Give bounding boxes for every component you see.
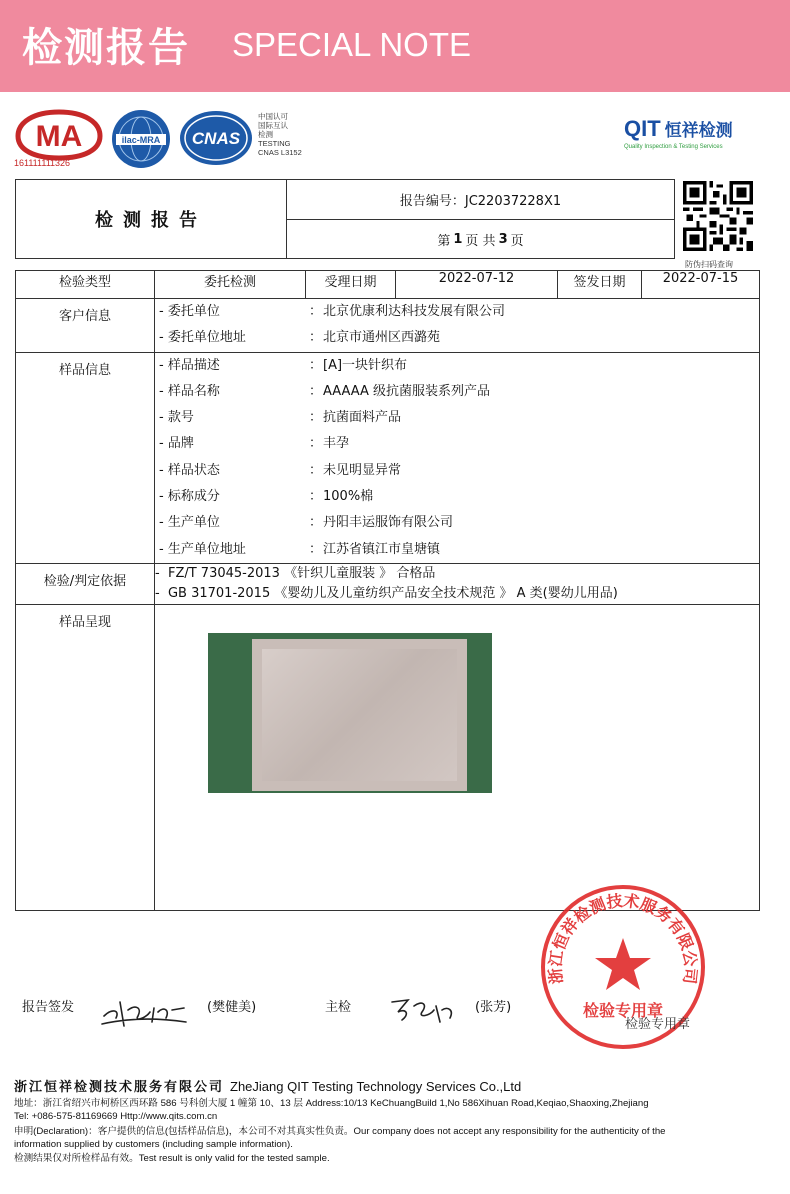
report-header <box>15 179 675 259</box>
footer-company <box>14 1076 521 1095</box>
accept-date-value: 2022-07-12 <box>396 271 558 299</box>
sample-photo-label: 样品呈现 <box>16 604 155 910</box>
sample-photo <box>208 633 492 793</box>
table-row <box>16 271 760 299</box>
issuer-name: (樊健美) <box>207 1000 257 1015</box>
sample-photo-cell <box>155 604 760 910</box>
table-row <box>16 604 760 910</box>
svg-text:检验专用章: 检验专用章 <box>582 1001 664 1020</box>
fabric-sample <box>252 639 467 791</box>
issue-date-value: 2022-07-15 <box>642 271 760 299</box>
banner-title-cn: 检测报告 <box>22 25 190 71</box>
issuer-label: 报告签发 <box>22 1000 75 1015</box>
svg-text:浙江恒祥检测技术服务有限公司: 浙江恒祥检测技术服务有限公司 <box>545 890 701 986</box>
list-item: - FZ/T 73045-2013 《针织儿童服装 》 合格品 <box>155 565 436 581</box>
ilac-label: ilac-MRA <box>121 135 161 145</box>
sample-info-list <box>155 352 760 563</box>
accept-date-label: 受理日期 <box>306 271 396 299</box>
list-item: - 委托单位地址 ：北京市通州区西潞苑 <box>159 330 441 346</box>
qit-logo <box>624 116 733 150</box>
qr-code-icon[interactable] <box>683 181 753 251</box>
checker-label: 主检 <box>325 1000 352 1015</box>
banner-title-en: SPECIAL NOTE <box>232 26 472 63</box>
list-item: - GB 31701-2015 《婴幼儿及儿童纺织产品安全技术规范 》 A 类(婴幼儿用品) <box>155 585 618 601</box>
page-current: 1 <box>453 231 463 247</box>
table-row <box>16 299 760 353</box>
issue-date-label: 签发日期 <box>558 271 642 299</box>
cma-number: 161111111326 <box>14 158 71 168</box>
cnas-label: CNAS <box>191 129 241 148</box>
footer-address: 地址：浙江省绍兴市柯桥区西环路 586 号科创大厦 1 幢第 10、13 层 Address:10/13 KeChuangBuild 1,No 586Xihuan Road,Keqiao,Shaoxing,Zhejiang <box>14 1098 649 1109</box>
qit-brand-cn: 恒祥检测 <box>664 121 733 140</box>
top-banner <box>0 0 790 92</box>
basis-list <box>155 563 760 604</box>
footer-declaration-1: 申明(Declaration)：客户提供的信息(包括样品信息)，本公司不对其真实性负责。Our company does not accept any responsibility for the authenticity of the <box>14 1126 666 1137</box>
ilac-mra-logo-icon <box>110 108 172 170</box>
table-row <box>16 352 760 563</box>
svg-text:MA: MA <box>35 120 83 153</box>
client-info-list <box>155 299 760 353</box>
report-table <box>15 270 760 911</box>
list-item: - 委托单位 ：北京优康利达科技发展有限公司 <box>159 304 506 319</box>
issuer-signature-icon <box>98 988 188 1030</box>
company-name-cn: 浙江恒祥检测技术服务有限公司 <box>14 1080 225 1095</box>
qit-brand: QIT <box>624 116 661 141</box>
report-title: 检测报告 <box>16 180 287 258</box>
report-number: 报告编号：JC22037228X1 <box>287 180 674 220</box>
client-info-label: 客户信息 <box>16 299 155 353</box>
list-item: - 样品描述 ：[A]一块针织布 <box>159 357 408 373</box>
list-item: - 生产单位地址 ：江苏省镇江市皇塘镇 <box>159 541 441 557</box>
inspection-type-value: 委托检测 <box>155 271 306 299</box>
list-item: - 款号 ：抗菌面料产品 <box>159 410 402 426</box>
footer-tel: Tel: +086-575-81169669 Http://www.qits.com.cn <box>14 1111 218 1122</box>
list-item: - 样品状态 ：未见明显异常 <box>159 462 402 478</box>
cnas-logo-icon <box>178 108 254 168</box>
list-item: - 生产单位 ：丹阳丰运服饰有限公司 <box>159 515 454 531</box>
checker-name: (张芳) <box>475 1000 512 1015</box>
list-item: - 品牌 ：丰孕 <box>159 436 350 452</box>
footer-declaration-2: information supplied by customers (including sample information). <box>14 1139 293 1150</box>
sample-info-label: 样品信息 <box>16 352 155 563</box>
page-counter: 第 1 页 共 3 页 <box>437 231 524 249</box>
list-item: - 样品名称 ：AAAAA 级抗菌服装系列产品 <box>159 383 491 399</box>
page-total: 3 <box>498 231 508 247</box>
table-row <box>16 563 760 604</box>
cnas-caption: 中国认可 国际互认 检测 TESTING CNAS L3152 <box>258 112 302 157</box>
basis-label: 检验/判定依据 <box>16 563 155 604</box>
stamp-label: 检验专用章 <box>625 1017 691 1032</box>
footer-validity: 检测结果仅对所检样品有效。Test result is only valid for the tested sample. <box>14 1153 330 1164</box>
qit-subtitle: Quality Inspection & Testing Services <box>624 144 723 150</box>
checker-signature-icon <box>388 992 458 1028</box>
inspection-type-label: 检验类型 <box>16 271 155 299</box>
company-name-en: ZheJiang QIT Testing Technology Services Co.,Ltd <box>230 1079 522 1094</box>
qr-caption: 防伪扫码查询 <box>685 260 733 269</box>
list-item: - 标称成分 ：100%棉 <box>159 489 374 505</box>
